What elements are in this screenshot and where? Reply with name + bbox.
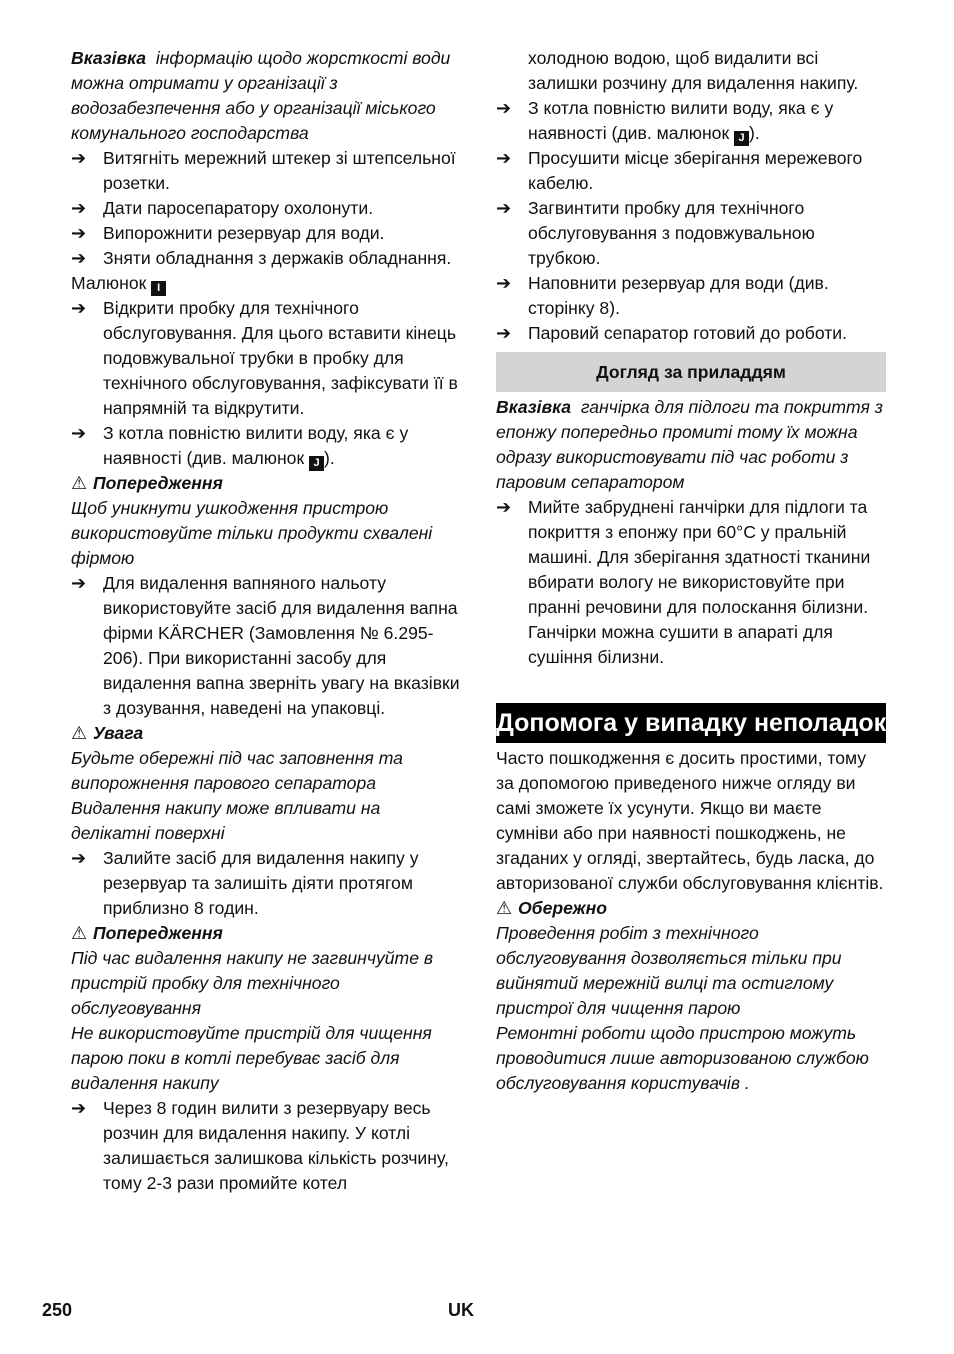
- warning-triangle-icon: ⚠: [71, 723, 88, 743]
- arrow-right-icon: ➔: [71, 223, 87, 243]
- arrow-right-icon: ➔: [71, 423, 87, 443]
- list-item: ➔ З котла повністю вилити воду, яка є у наявності (див. малюнок J ).: [71, 423, 409, 469]
- arrow-right-icon: ➔: [71, 248, 87, 268]
- list-item: ➔ Через 8 годин вилити з резервуару весь розчин для видалення накипу. У котлі залишається залишкова кількість розчину, тому 2-3 рази промийте котел: [71, 1098, 449, 1193]
- arrow-right-icon: ➔: [71, 1098, 87, 1118]
- warning-heading: ⚠ Попередження: [71, 921, 461, 946]
- list-item: ➔ Витягніть мережний штекер зі штепсельної розетки.: [71, 148, 456, 193]
- page-number: 250: [42, 1300, 73, 1320]
- arrow-right-icon: ➔: [496, 323, 512, 343]
- steps-list: [71, 1096, 461, 1196]
- steps-list: [496, 495, 886, 670]
- figure-badge: I: [151, 281, 166, 296]
- warning-heading: ⚠ Увага: [71, 721, 461, 746]
- list-item: ➔ Випорожнити резервуар для води.: [71, 221, 461, 246]
- section-title: Догляд за приладдям: [496, 352, 886, 392]
- list-item: ➔ Просушити місце зберігання мережевого кабелю.: [496, 148, 863, 193]
- list-item: ➔ Зняти обладнання з держаків обладнання.: [71, 246, 461, 271]
- arrow-right-icon: ➔: [71, 198, 87, 218]
- list-item: ➔ Дати паросепаратору охолонути.: [71, 196, 461, 221]
- arrow-right-icon: ➔: [496, 497, 512, 517]
- warning-text: Не використовуйте пристрій для чищення парою поки в котлі перебуває засіб для видалення накипу: [71, 1023, 432, 1093]
- arrow-right-icon: ➔: [496, 148, 512, 168]
- list-item: ➔ Залийте засіб для видалення накипу у резервуар та залишіть діяти протягом приблизно 8 годин.: [71, 848, 419, 918]
- warning-triangle-icon: ⚠: [496, 898, 513, 918]
- steps-list: [71, 846, 461, 921]
- warning-triangle-icon: ⚠: [71, 473, 88, 493]
- warning-text: Під час видалення накипу не загвинчуйте в пристрій пробку для технічного обслуговування: [71, 948, 434, 1018]
- caution-heading: ⚠ Обережно: [496, 896, 886, 921]
- list-item: ➔ Мийте забруднені ганчірки для підлоги та покриття з епонжу при 60°C у пральній машині. Для зберігання здатності тканини вбирати вологу не використовуйте при пранні речовини для полоскання білизни. Ганчірки можна сушити в апараті для сушіння білизни.: [496, 497, 871, 667]
- left-column: [71, 46, 461, 1196]
- caution-text: Ремонтні роботи щодо пристрою можуть проводитися лише авторизованою службою обслуговування користувачів .: [496, 1023, 869, 1093]
- figure-ref: Малюнок I: [71, 271, 461, 296]
- steps-list: [71, 146, 461, 271]
- language-code: UK: [448, 1300, 474, 1320]
- right-column: [496, 46, 886, 1096]
- warning-heading: ⚠ Попередження: [71, 471, 461, 496]
- steps-list: [71, 296, 461, 421]
- list-item: ➔ З котла повністю вилити воду, яка є у наявності (див. малюнок J ).: [496, 98, 834, 144]
- note-accessories: Вказівка ганчірка для підлоги та покриття з епонжу попередньо промиті тому їх можна одразу використовувати під час роботи з паровим сепаратором: [496, 397, 883, 492]
- arrow-right-icon: ➔: [71, 573, 87, 593]
- arrow-right-icon: ➔: [71, 298, 87, 318]
- arrow-right-icon: ➔: [71, 848, 87, 868]
- caution-text: Проведення робіт з технічного обслуговування дозволяється тільки при вийнятий мережній вилці та остиглому пристрої для чищення парою: [496, 923, 842, 1018]
- arrow-right-icon: ➔: [496, 273, 512, 293]
- troubleshooting-heading: Допомога у випадку неполадок: [496, 703, 886, 743]
- list-item: ➔ Загвинтити пробку для технічного обслуговування з подовжувальною трубкою.: [496, 198, 815, 268]
- warning-triangle-icon: ⚠: [71, 923, 88, 943]
- list-item: ➔ Відкрити пробку для технічного обслуговування. Для цього вставити кінець подовжувальної трубки в пробку для технічного обслуговування, зафіксувати її в напрямній та відкрутити.: [71, 298, 458, 418]
- list-item: ➔ Наповнити резервуар для води (див. сторінку 8).: [496, 273, 829, 318]
- list-item: ➔ Для видалення вапняного нальоту використовуйте засіб для видалення вапна фірми KÄRCHER (Замовлення № 6.295-206). При використанні засобу для видалення вапна зверніть увагу на вказівки з дозування, наведені на упаковці.: [71, 573, 460, 718]
- warning-text: Щоб уникнути ушкодження пристрою використовуйте тільки продукти схвалені фірмою: [71, 498, 433, 568]
- list-item: ➔ Паровий сепаратор готовий до роботи.: [496, 321, 886, 346]
- figure-badge: J: [309, 456, 324, 471]
- figure-badge: J: [734, 131, 749, 146]
- note-hardness: Вказівка інформацію щодо жорсткості води можна отримати у організації з водозабезпечення або у організації міського комунального господарства: [71, 48, 451, 143]
- warning-text: Будьте обережні під час заповнення та випорожнення парового сепаратора Видалення накипу може впливати на делікатні поверхні: [71, 748, 403, 843]
- steps-list: [71, 571, 461, 721]
- arrow-right-icon: ➔: [496, 98, 512, 118]
- arrow-right-icon: ➔: [496, 198, 512, 218]
- intro-text: Часто пошкодження є досить простими, тому за допомогою приведеного нижче огляду ви самі зможете їх усунути. Якщо ви маєте сумніви або при наявності пошкоджень, не згаданих у огляді, звертайтесь, будь ласка, до авторизованої служби обслуговування клієнтів.: [496, 748, 884, 893]
- continuation-text: холодною водою, щоб видалити всі залишки розчину для видалення накипу.: [528, 48, 859, 93]
- arrow-right-icon: ➔: [71, 148, 87, 168]
- steps-list: [496, 146, 886, 346]
